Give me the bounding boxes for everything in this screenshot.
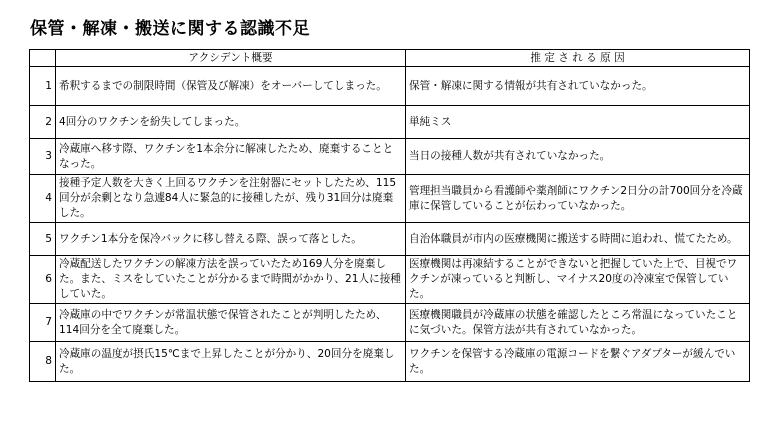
page-title: 保管・解凍・搬送に関する認識不足 — [30, 19, 310, 39]
estimated-cause: ワクチンを保管する冷蔵庫の電源コードを繋ぐアダプターが緩んでいた。 — [406, 342, 750, 382]
table-row — [30, 223, 750, 256]
estimated-cause: 医療機関職員が冷蔵庫の状態を確認したところ常温になっていたことに気づいた。保管方法が共有されていなかった。 — [406, 304, 750, 342]
estimated-cause: 医療機関は再凍結することができないと把握していた上で、目視でワクチンが凍っていると判断し、マイナス20度の冷凍室で保管していた。 — [406, 256, 750, 304]
estimated-cause: 管理担当職員から看護師や薬剤師にワクチン2日分の計700回分を冷蔵庫に保管していることが伝わっていなかった。 — [406, 175, 750, 223]
accident-summary: 冷蔵庫の温度が摂氏15℃まで上昇したことが分かり、20回分を廃棄した。 — [56, 342, 406, 382]
row-number: 5 — [30, 223, 56, 256]
row-number: 2 — [30, 106, 56, 139]
accident-summary: 冷蔵庫へ移す際、ワクチンを1本余分に解凍したため、廃棄することとなった。 — [56, 139, 406, 175]
table-row — [30, 304, 750, 342]
accident-summary: 希釈するまでの制限時間（保管及び解凍）をオーバーしてしまった。 — [56, 67, 406, 106]
row-number: 1 — [30, 67, 56, 106]
accident-summary: ワクチン1本分を保冷バックに移し替える際、誤って落とした。 — [56, 223, 406, 256]
row-number: 6 — [30, 256, 56, 304]
table-row — [30, 175, 750, 223]
row-number: 7 — [30, 304, 56, 342]
table-header-row — [30, 50, 750, 67]
table-row — [30, 106, 750, 139]
row-number: 4 — [30, 175, 56, 223]
table-row — [30, 256, 750, 304]
incident-table — [29, 49, 750, 382]
estimated-cause: 当日の接種人数が共有されていなかった。 — [406, 139, 750, 175]
table-row — [30, 342, 750, 382]
accident-summary: 接種予定人数を大きく上回るワクチンを注射器にセットしたため、115回分が余剰となり急遽84人に緊急的に接種したが、残り31回分は廃棄した。 — [56, 175, 406, 223]
table-row — [30, 67, 750, 106]
estimated-cause: 保管・解凍に関する情報が共有されていなかった。 — [406, 67, 750, 106]
accident-summary: 冷蔵配送したワクチンの解凍方法を誤っていたため169人分を廃棄した。また、ミスをしていたことが分かるまで時間がかかり、21人に接種していた。 — [56, 256, 406, 304]
estimated-cause: 単純ミス — [406, 106, 750, 139]
accident-summary: 4回分のワクチンを紛失してしまった。 — [56, 106, 406, 139]
row-number: 8 — [30, 342, 56, 382]
table-row — [30, 139, 750, 175]
header-number — [30, 50, 56, 67]
header-summary: アクシデント概要 — [56, 50, 406, 67]
row-number: 3 — [30, 139, 56, 175]
estimated-cause: 自治体職員が市内の医療機関に搬送する時間に追われ、慌てたため。 — [406, 223, 750, 256]
header-cause: 推 定 さ れ る 原 因 — [406, 50, 750, 67]
accident-summary: 冷蔵庫の中でワクチンが常温状態で保管されたことが判明したため、114回分を全て廃棄した。 — [56, 304, 406, 342]
